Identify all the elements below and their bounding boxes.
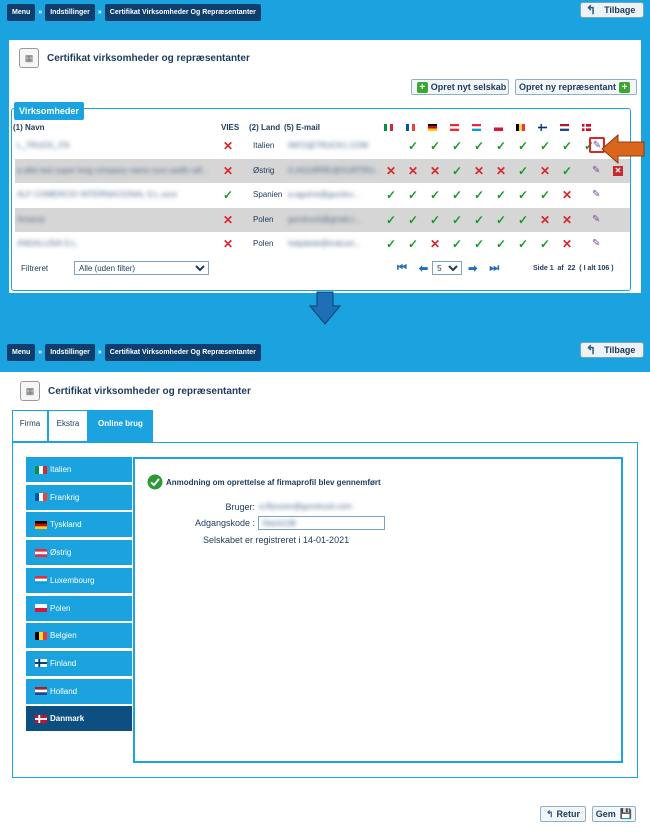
sidebar-item-label: Luxembourg: [50, 575, 95, 585]
cert-be-check-icon: ✓: [517, 188, 529, 202]
header-name[interactable]: (1) Navn: [13, 123, 45, 132]
top-navbar: [0, 0, 650, 30]
cert-fi-check-icon: ✓: [539, 139, 551, 153]
page-title: Certifikat virksomheder og repræsentanter: [47, 52, 250, 64]
user-label: Bruger:: [225, 502, 255, 512]
companies-table: [15, 134, 630, 258]
company-email: gurotruck@gmail.c...: [288, 214, 362, 224]
cert-at-check-icon: ✓: [451, 163, 463, 178]
company-country: Polen: [253, 239, 274, 248]
company-email: INFO@TRUCK1.COM: [288, 141, 369, 150]
breadcrumb-settings[interactable]: Indstillinger: [45, 344, 95, 361]
edit-pencil-icon[interactable]: ✎: [589, 137, 605, 153]
country-sidebar: [26, 457, 134, 737]
edit-pencil-icon[interactable]: ✎: [592, 238, 601, 249]
flag-be-icon: [516, 124, 525, 131]
filter-select[interactable]: [74, 261, 209, 275]
breadcrumb-settings[interactable]: Indstillinger: [45, 4, 95, 21]
table-row[interactable]: [15, 183, 630, 207]
company-name: Amama: [17, 214, 45, 224]
down-arrow-icon: [308, 290, 342, 326]
cert-be-check-icon: ✓: [517, 163, 529, 178]
flag-fi-icon: [538, 124, 547, 131]
last-page-icon[interactable]: ⏭: [489, 261, 500, 274]
sidebar-item-it[interactable]: [26, 457, 132, 484]
cert-lu-cross-icon: ✕: [473, 163, 485, 178]
flag-dk-icon: [35, 715, 47, 723]
flag-lu-icon: [35, 576, 47, 584]
back-arrow-icon: ↰: [586, 3, 597, 17]
save-button[interactable]: Gem 💾: [592, 806, 636, 822]
tab-ekstra[interactable]: Ekstra: [48, 410, 88, 442]
company-country: Italien: [253, 141, 275, 150]
cert-fr-check-icon: ✓: [407, 212, 419, 227]
flag-be-icon: [35, 632, 47, 640]
company-email: a.aguirre@gurotru...: [288, 190, 360, 199]
sidebar-item-label: Frankrig: [50, 492, 80, 502]
pointer-arrow-icon: [600, 133, 646, 165]
cert-at-check-icon: ✓: [451, 237, 463, 251]
page-title: Certifikat virksomheder og repræsentanter: [48, 385, 251, 397]
online-use-content: [133, 457, 623, 763]
breadcrumb: Menu » Indstillinger » Certifikat Virksomheder Og Repræsentanter: [7, 4, 261, 21]
prev-page-icon[interactable]: ⬅: [418, 262, 429, 275]
cert-it-check-icon: ✓: [385, 212, 397, 227]
cert-be-check-icon: ✓: [517, 212, 529, 227]
flag-nl-icon: [560, 124, 569, 131]
flag-fr-icon: [406, 124, 415, 131]
new-company-button[interactable]: + Opret nyt selskab: [411, 79, 509, 95]
breadcrumb-menu[interactable]: Menu: [7, 344, 35, 361]
flag-de-icon: [35, 521, 47, 529]
flag-header-row: [12, 124, 627, 132]
filter-label: Filtreret: [21, 264, 49, 273]
back-arrow-icon: ↰: [586, 343, 597, 357]
pagination: [397, 261, 499, 275]
plus-icon: +: [619, 82, 630, 93]
certificate-icon: ▦: [19, 48, 39, 68]
sidebar-item-label: Tyskland: [50, 520, 82, 530]
cert-fi-cross-icon: ✕: [539, 163, 551, 178]
header-vies[interactable]: VIES: [221, 123, 240, 132]
tab-online-brug[interactable]: Online brug: [88, 410, 153, 442]
password-field[interactable]: Xbsrk138: [258, 516, 385, 530]
flag-at-icon: [450, 124, 459, 131]
sidebar-item-nl[interactable]: [26, 679, 132, 706]
edit-pencil-icon[interactable]: ✎: [592, 213, 601, 225]
page-size-select[interactable]: [432, 261, 462, 275]
back-button[interactable]: ↰ Tilbage: [580, 2, 644, 18]
sidebar-item-at[interactable]: [26, 540, 132, 567]
cert-fi-cross-icon: ✕: [539, 212, 551, 227]
password-label: Adgangskode :: [194, 518, 255, 528]
edit-pencil-icon[interactable]: ✎: [592, 189, 601, 200]
breadcrumb-menu[interactable]: Menu: [7, 4, 35, 21]
companies-fieldset: [11, 108, 631, 291]
cert-fr-cross-icon: ✕: [407, 163, 419, 178]
company-name: ALF COMERCIO INTERNACIONAL S.L.xxxx: [17, 190, 178, 199]
cert-fr-check-icon: ✓: [407, 139, 419, 153]
cert-nl-check-icon: ✓: [561, 139, 573, 153]
sidebar-item-pl[interactable]: [26, 596, 132, 623]
user-value: a.lftyozen@gurotruck.com: [259, 502, 353, 511]
cert-fr-check-icon: ✓: [407, 188, 419, 202]
sidebar-item-fi[interactable]: [26, 651, 132, 678]
header-email[interactable]: (5) E-mail: [284, 123, 321, 132]
cert-de-cross-icon: ✕: [429, 163, 441, 178]
cert-pl-check-icon: ✓: [495, 188, 507, 202]
save-icon: 💾: [619, 808, 633, 820]
cert-at-check-icon: ✓: [451, 139, 463, 153]
vies-status-icon: ✕: [222, 237, 234, 251]
sidebar-item-label: Italien: [50, 465, 72, 474]
company-name: a altis test super long company name xxxx asdfx sdf...: [17, 165, 209, 175]
cert-it-check-icon: ✓: [385, 188, 397, 202]
flag-at-icon: [35, 549, 47, 557]
cert-lu-check-icon: ✓: [473, 237, 485, 251]
breadcrumb-2: Menu » Indstillinger » Certifikat Virksomheder Og Repræsentanter: [7, 344, 261, 361]
sidebar-item-label: Østrig: [50, 548, 72, 558]
top-navbar-2: [0, 340, 650, 370]
cert-it-cross-icon: ✕: [385, 163, 397, 178]
cert-lu-check-icon: ✓: [473, 188, 485, 202]
cert-nl-cross-icon: ✕: [561, 237, 573, 251]
flag-fr-icon: [35, 493, 47, 501]
company-name: L_TRUCK_ITA: [17, 141, 70, 150]
sidebar-item-label: Holland: [50, 686, 78, 696]
cert-dk-check-icon: ✓: [583, 139, 595, 153]
cert-be-check-icon: ✓: [517, 237, 529, 251]
success-check-icon: [147, 474, 163, 490]
company-name: ANDALUSIA S.L.: [17, 239, 79, 248]
breadcrumb-current[interactable]: Certifikat Virksomheder Og Repræsentanter: [105, 4, 261, 21]
flag-nl-icon: [35, 687, 47, 695]
delete-icon[interactable]: ✕: [614, 166, 622, 175]
back-button[interactable]: ↰ Tilbage: [580, 342, 644, 358]
success-message: Anmodning om oprettelse af firmaprofil blev gennemført: [166, 478, 381, 487]
cert-be-check-icon: ✓: [517, 139, 529, 153]
certificate-icon: ▦: [20, 381, 40, 401]
tab-firma[interactable]: Firma: [12, 410, 48, 442]
cert-nl-cross-icon: ✕: [561, 188, 573, 202]
cert-pl-check-icon: ✓: [495, 212, 507, 227]
cert-pl-check-icon: ✓: [495, 139, 507, 153]
cert-pl-cross-icon: ✕: [495, 163, 507, 178]
table-row[interactable]: [15, 159, 630, 183]
company-email: A.AGUIRRE@GURTRU...: [288, 165, 381, 175]
flag-it-icon: [35, 466, 47, 474]
cert-fi-check-icon: ✓: [539, 237, 551, 251]
cert-fi-check-icon: ✓: [539, 188, 551, 202]
detail-tabs-area: [12, 410, 638, 778]
detail-panel: [0, 372, 650, 834]
cert-at-check-icon: ✓: [451, 212, 463, 227]
flag-fi-icon: [35, 659, 47, 667]
breadcrumb-current[interactable]: Certifikat Virksomheder Og Repræsentanter: [105, 344, 261, 361]
flag-pl-icon: [35, 604, 47, 612]
header-country[interactable]: (2) Land: [249, 123, 281, 132]
page-title-wrap: [20, 381, 251, 401]
sidebar-item-label: Danmark: [50, 714, 85, 724]
sidebar-item-label: Polen: [50, 603, 71, 613]
table-row[interactable]: [15, 232, 630, 256]
sidebar-item-dk[interactable]: [26, 706, 132, 733]
plus-icon: +: [417, 82, 428, 93]
cert-de-cross-icon: ✕: [429, 237, 441, 251]
next-page-icon[interactable]: ➡: [468, 262, 478, 275]
page-info: Side 1 af 22 ( I alt 106 ): [533, 265, 614, 272]
table-row[interactable]: [15, 134, 630, 158]
company-country: Østrig: [253, 165, 275, 175]
vies-status-icon: ✕: [222, 163, 234, 178]
cert-it-check-icon: ✓: [385, 237, 397, 251]
page-title-wrap: [19, 48, 250, 68]
cert-nl-check-icon: ✓: [561, 163, 573, 178]
flag-dk-icon: [582, 124, 591, 131]
companies-panel: [9, 40, 641, 293]
cert-lu-check-icon: ✓: [473, 212, 485, 227]
cert-de-check-icon: ✓: [429, 139, 441, 153]
vies-status-icon: ✕: [222, 139, 234, 153]
cert-fr-check-icon: ✓: [407, 237, 419, 251]
vies-status-icon: ✓: [222, 188, 234, 202]
flag-it-icon: [384, 124, 393, 131]
flag-pl-icon: [494, 124, 503, 131]
flag-de-icon: [428, 124, 437, 131]
table-row[interactable]: [15, 208, 630, 232]
company-country: Polen: [253, 214, 274, 224]
sidebar-item-de[interactable]: [26, 512, 132, 539]
return-arrow-icon: ↰: [545, 808, 554, 819]
sidebar-item-lu[interactable]: [26, 568, 132, 595]
cert-at-check-icon: ✓: [451, 188, 463, 202]
company-country: Spanien: [253, 190, 283, 199]
companies-legend: Virksomheder: [14, 102, 84, 120]
sidebar-item-label: Finland: [50, 658, 77, 668]
cert-de-check-icon: ✓: [429, 188, 441, 202]
return-button[interactable]: ↰ Retur: [540, 806, 586, 822]
sidebar-item-label: Belgien: [50, 631, 77, 641]
first-page-icon[interactable]: ⏮: [397, 261, 407, 274]
cert-pl-check-icon: ✓: [495, 237, 507, 251]
cert-de-check-icon: ✓: [429, 212, 441, 227]
tab-content: [12, 442, 638, 778]
sidebar-item-be[interactable]: [26, 623, 132, 650]
new-representative-button[interactable]: Opret ny repræsentant +: [515, 79, 637, 95]
registered-text: Selskabet er registreret i 14-01-2021: [203, 535, 350, 545]
edit-pencil-icon[interactable]: ✎: [592, 164, 601, 176]
flag-lu-icon: [472, 124, 481, 131]
sidebar-item-fr[interactable]: [26, 485, 132, 512]
cert-nl-cross-icon: ✕: [561, 212, 573, 227]
vies-status-icon: ✕: [222, 212, 234, 227]
cert-lu-check-icon: ✓: [473, 139, 485, 153]
company-email: helpdesk@trukcon...: [288, 239, 362, 248]
